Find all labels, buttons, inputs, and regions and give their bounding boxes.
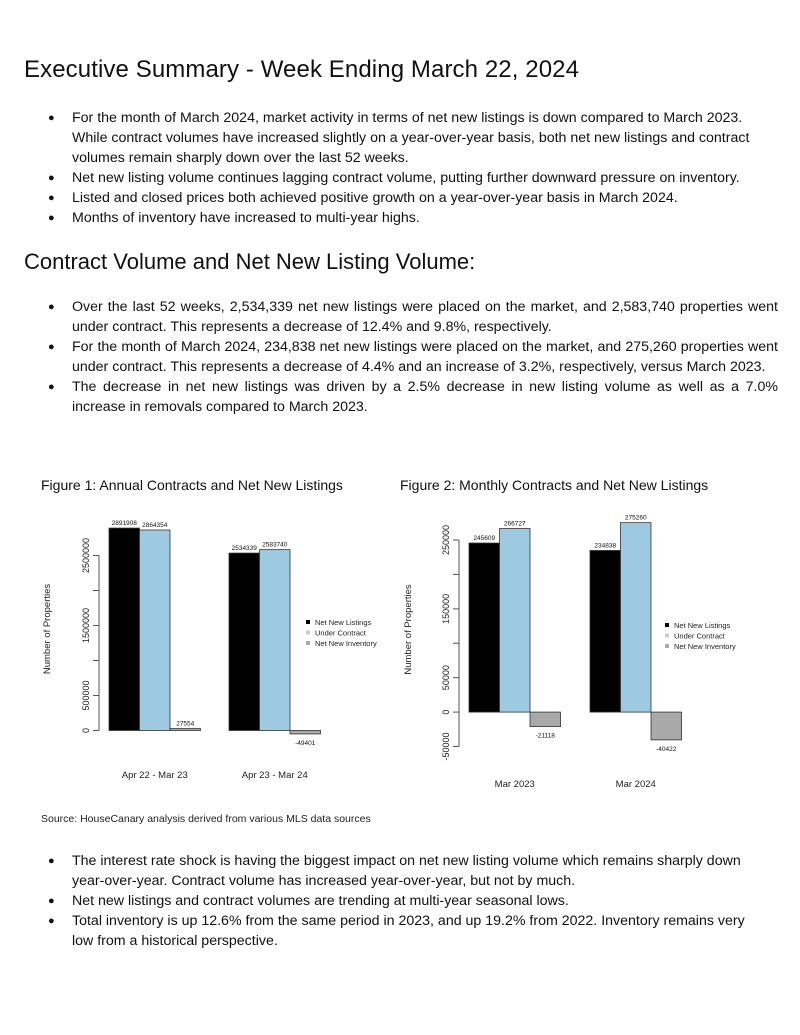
summary-bullet-list — [26, 108, 766, 228]
closing-bullet-list — [26, 851, 766, 951]
bar-value-label: 234838 — [594, 542, 617, 550]
x-category-label: Apr 22 - Mar 23 — [121, 770, 188, 781]
legend-swatch — [665, 644, 669, 648]
bar-value-label: -49401 — [295, 739, 316, 747]
closing-bullet: ● Total inventory is up 12.6% from the same period in 2023, and up 19.2% from 2022. Inventory remains very low from a historical perspective. — [26, 911, 766, 951]
y-tick-label: 1500000 — [81, 607, 91, 644]
summary-bullet: ● Listed and closed prices both achieved positive growth on a year-over-year basis in March 2024. — [26, 188, 766, 208]
bar — [140, 530, 171, 731]
bar-value-label: 2864354 — [142, 521, 168, 529]
section-heading: Contract Volume and Net New Listing Volume: — [24, 249, 476, 274]
page-title: Executive Summary - Week Ending March 22, 2024 — [24, 56, 580, 83]
bar — [651, 712, 682, 740]
bar — [260, 550, 291, 731]
y-tick-label: 250000 — [441, 525, 451, 556]
legend-label: Under Contract — [315, 628, 366, 638]
legend-swatch — [665, 634, 669, 638]
summary-bullet: ● Net new listing volume continues lagging contract volume, putting further downward pressure on inventory. — [26, 168, 766, 188]
bar — [109, 528, 140, 730]
bar-value-label: 275260 — [624, 514, 647, 522]
bar — [530, 712, 561, 727]
bar-value-label: 2891908 — [111, 520, 137, 528]
bar — [290, 731, 321, 734]
y-tick-label: 50000 — [441, 665, 451, 691]
figure2-caption: Figure 2: Monthly Contracts and Net New Listings — [400, 477, 709, 493]
legend-label: Under Contract — [674, 631, 725, 641]
legend-swatch — [306, 620, 310, 624]
legend-swatch — [306, 641, 310, 645]
legend-swatch — [665, 623, 669, 627]
y-tick-label: -50000 — [441, 732, 451, 761]
legend-label: Net New Inventory — [315, 639, 377, 648]
bar — [229, 553, 260, 730]
bar-value-label: 245609 — [473, 535, 496, 543]
bar-value-label: 266727 — [503, 520, 526, 528]
bar — [170, 729, 201, 731]
bar-value-label: 2583740 — [262, 541, 288, 549]
y-axis-title: Number of Properties — [42, 583, 53, 675]
bar — [590, 550, 621, 712]
section-bullet-list — [26, 297, 778, 417]
bar — [500, 529, 531, 713]
y-tick-label: 0 — [81, 727, 91, 734]
y-tick-label: 2500000 — [81, 537, 91, 574]
legend-swatch — [306, 631, 310, 635]
summary-bullet: ● For the month of March 2024, market activity in terms of net new listings is down compared to March 2023. While contract volumes have increased slightly on a year-over-year basis, both net new listings and contract volumes remain sharply down over the last 52 weeks. — [26, 108, 766, 168]
section-bullet: ● For the month of March 2024, 234,838 net new listings were placed on the market, and 275,260 properties went under contract. This represents a decrease of 4.4% and an increase of 3.2%, respectively, versus March 2023. — [26, 337, 778, 377]
closing-bullet: ● Net new listings and contract volumes are trending at multi-year seasonal lows. — [26, 891, 766, 911]
bar-value-label: -40422 — [656, 745, 677, 753]
y-tick-label: 0 — [441, 709, 451, 715]
legend-label: Net New Inventory — [674, 642, 736, 651]
y-axis-title: Number of Properties — [403, 584, 414, 675]
legend-label: Net New Listings — [315, 618, 372, 627]
y-tick-label: 500000 — [81, 680, 91, 711]
y-tick-label: 150000 — [441, 593, 451, 624]
figure1-caption: Figure 1: Annual Contracts and Net New Listings — [41, 477, 343, 493]
section-bullet: ● The decrease in net new listings was driven by a 2.5% decrease in new listing volume as well as a 7.0% increase in removals compared to March 2023. — [26, 377, 778, 417]
x-category-label: Apr 23 - Mar 24 — [241, 770, 308, 781]
monthly-bar-chart — [395, 500, 750, 800]
bar — [469, 543, 500, 712]
x-category-label: Mar 2023 — [494, 779, 535, 790]
bar-value-label: -21118 — [535, 732, 555, 740]
annual-bar-chart — [36, 500, 391, 800]
legend-label: Net New Listings — [674, 621, 731, 630]
source-note: Source: HouseCanary analysis derived from various MLS data sources — [41, 813, 371, 825]
section-bullet: ● Over the last 52 weeks, 2,534,339 net new listings were placed on the market, and 2,583,740 properties went under contract. This represents a decrease of 12.4% and 9.8%, respectively. — [26, 297, 778, 337]
closing-bullet: ● The interest rate shock is having the biggest impact on net new listing volume which remains sharply down year-over-year. Contract volume has increased year-over-year, but not by much. — [26, 851, 766, 891]
bar — [621, 523, 652, 712]
bar-value-label: 2534339 — [231, 545, 257, 553]
x-category-label: Mar 2024 — [615, 779, 656, 790]
summary-bullet: ● Months of inventory have increased to multi-year highs. — [26, 208, 766, 228]
bar-value-label: 27554 — [176, 720, 195, 728]
